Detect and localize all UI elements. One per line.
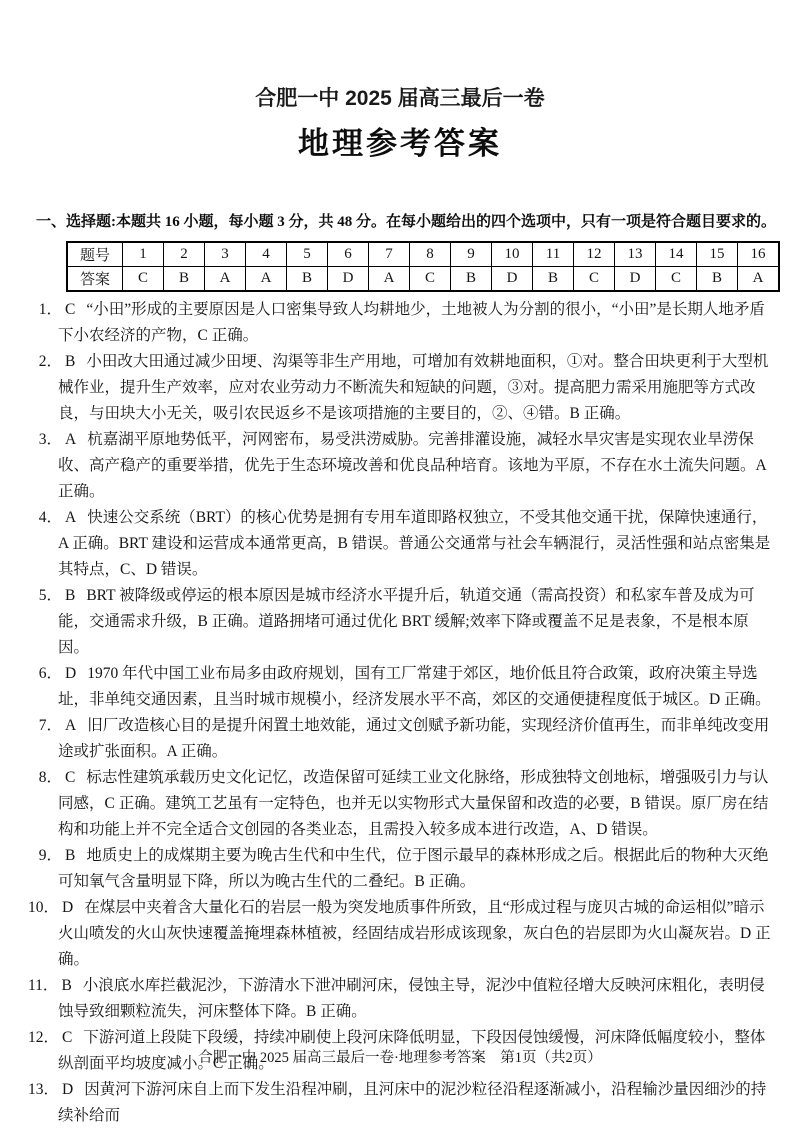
question-number-cell: 13 xyxy=(615,242,656,267)
answer-cell: C xyxy=(123,267,164,292)
answer-row xyxy=(67,267,779,292)
explanation-number: 5． xyxy=(38,587,62,604)
explanation-item xyxy=(38,713,772,765)
answer-cell: B xyxy=(164,267,205,292)
explanation-number: 13． xyxy=(28,1081,60,1098)
explanation-number: 11． xyxy=(28,977,59,994)
question-number-cell: 5 xyxy=(287,242,328,267)
explanation-item xyxy=(38,427,772,505)
answer-cell: C xyxy=(574,267,615,292)
explanation-text: 旧厂改造核心目的是提升闲置土地效能，通过文创赋予新功能，实现经济价值再生，而非单纯改变用途或扩张面积。A 正确。 xyxy=(58,717,770,760)
explanation-item xyxy=(38,297,772,349)
answer-table xyxy=(66,241,780,292)
question-number-row xyxy=(67,242,779,267)
question-number-cell: 10 xyxy=(492,242,533,267)
explanation-answer-letter: B xyxy=(65,587,76,604)
explanation-text: 1970 年代中国工业布局多由政府规划，国有工厂常建于郊区，地价低且符合政策，政府决策主导选址，非单纯交通因素，且当时城市规模小，经济发展水平不高，郊区的交通便捷程度低于城区。D 正确。 xyxy=(58,665,771,708)
explanation-item xyxy=(28,973,772,1025)
answer-cell: A xyxy=(205,267,246,292)
answer-row-header: 答案 xyxy=(67,267,123,292)
question-number-cell: 6 xyxy=(328,242,369,267)
answer-cell: C xyxy=(410,267,451,292)
explanation-answer-letter: D xyxy=(62,1081,74,1098)
explanation-list xyxy=(28,297,772,1129)
explanation-answer-letter: B xyxy=(65,353,76,370)
question-number-cell: 8 xyxy=(410,242,451,267)
section-heading-multiple-choice: 一、选择题:本题共 16 小题，每小题 3 分，共 48 分。在每小题给出的四个选项中，只有一项是符合题目要求的。 xyxy=(36,214,776,230)
page-footer: 合肥一中 2025 届高三最后一卷·地理参考答案 第1页（共2页） xyxy=(198,1050,602,1066)
explanation-number: 10． xyxy=(28,899,60,916)
explanation-number: 9． xyxy=(38,847,62,864)
explanation-answer-letter: D xyxy=(65,665,77,682)
explanation-text: 下游河道上段陡下段缓，持续冲刷使上段河床降低明显，下段因侵蚀缓慢，河床降低幅度较小，整体纵剖面平均坡度减小。C 正确。 xyxy=(58,1029,766,1072)
document-subtitle: 地理参考答案 xyxy=(298,126,502,161)
answer-cell: C xyxy=(656,267,697,292)
explanation-answer-letter: A xyxy=(65,431,77,448)
question-number-cell: 12 xyxy=(574,242,615,267)
explanation-text: 小田改大田通过减少田埂、沟渠等非生产用地，可增加有效耕地面积，①对。整合田块更利于大型机械作业，提升生产效率，应对农业劳动力不断流失和短缺的问题，③对。提高肥力需采用施肥等方式改良，与田块大小无关，吸引农民返乡不是该项措施的主要目的，②、④错。B 正确。 xyxy=(58,353,769,422)
explanation-text: 因黄河下游河床自上而下发生沿程冲刷，且河床中的泥沙粒径沿程逐渐减小，沿程输沙量因细沙的持续补给而 xyxy=(58,1081,767,1124)
answer-cell: D xyxy=(328,267,369,292)
question-number-cell: 15 xyxy=(697,242,738,267)
document-title: 合肥一中 2025 届高三最后一卷 xyxy=(255,87,545,110)
answer-cell: B xyxy=(697,267,738,292)
explanation-answer-letter: A xyxy=(65,509,77,526)
explanation-text: 杭嘉湖平原地势低平，河网密布，易受洪涝威胁。完善排灌设施，减轻水旱灾害是实现农业旱涝保收、高产稳产的重要举措，优先于生态环境改善和优良品种培育。该地为平原，不存在水土流失问题。A 正确。 xyxy=(58,431,766,500)
question-number-cell: 1 xyxy=(123,242,164,267)
answer-cell: B xyxy=(287,267,328,292)
answer-cell: B xyxy=(451,267,492,292)
explanation-text: 小浪底水库拦截泥沙，下游清水下泄冲刷河床，侵蚀主导，泥沙中值粒径增大反映河床粗化，表明侵蚀导致细颗粒流失，河床整体下降。B 正确。 xyxy=(58,977,765,1020)
explanation-number: 4． xyxy=(38,509,62,526)
explanation-number: 6． xyxy=(38,665,62,682)
explanation-answer-letter: B xyxy=(65,847,76,864)
explanation-text: 地质史上的成煤期主要为晚古生代和中生代，位于图示最早的森林形成之后。根据此后的物种大灭绝可知氧气含量明显下降，所以为晚古生代的二叠纪。B 正确。 xyxy=(58,847,769,890)
explanation-text: BRT 被降级或停运的根本原因是城市经济水平提升后，轨道交通（需高投资）和私家车普及成为可能，交通需求升级，B 正确。道路拥堵可通过优化 BRT 缓解;效率下降或覆盖不足是表象，不是根本原因。 xyxy=(58,587,755,656)
question-number-cell: 3 xyxy=(205,242,246,267)
explanation-answer-letter: C xyxy=(65,301,76,318)
question-number-cell: 16 xyxy=(738,242,780,267)
answer-cell: D xyxy=(615,267,656,292)
explanation-item xyxy=(38,661,772,713)
explanation-item xyxy=(28,895,772,973)
explanation-number: 7． xyxy=(38,717,62,734)
explanation-answer-letter: C xyxy=(65,769,76,786)
answer-cell: A xyxy=(246,267,287,292)
explanation-answer-letter: C xyxy=(62,1029,73,1046)
explanation-item xyxy=(28,1077,772,1129)
explanation-text: 标志性建筑承载历史文化记忆，改造保留可延续工业文化脉络，形成独特文创地标，增强吸引力与认同感，C 正确。建筑工艺虽有一定特色，也并无以实物形式大量保留和改造的必要，B 错误。原厂房在结构和功能上并不完全适合文创园的各类业态，且需投入较多成本进行改造，A、D 错误。 xyxy=(58,769,769,838)
question-number-cell: 9 xyxy=(451,242,492,267)
question-number-cell: 7 xyxy=(369,242,410,267)
explanation-item xyxy=(38,765,772,843)
explanation-item xyxy=(38,843,772,895)
explanation-number: 3． xyxy=(38,431,62,448)
answer-cell: B xyxy=(533,267,574,292)
explanation-text: 在煤层中夹着含大量化石的岩层一般为突发地质事件所致，且“形成过程与庞贝古城的命运相似”暗示火山喷发的火山灰快速覆盖掩埋森林植被，经固结成岩形成该现象，灰白色的岩层即为火山凝灰岩。D 正确。 xyxy=(58,899,771,968)
explanation-number: 1． xyxy=(38,301,62,318)
question-number-cell: 14 xyxy=(656,242,697,267)
explanation-text: 快速公交系统（BRT）的核心优势是拥有专用车道即路权独立，不受其他交通干扰，保障快速通行，A 正确。BRT 建设和运营成本通常更高，B 错误。普通公交通常与社会车辆混行，灵活性强和站点密集是其特点，C、D 错误。 xyxy=(58,509,771,578)
question-number-cell: 11 xyxy=(533,242,574,267)
answer-cell: A xyxy=(738,267,780,292)
explanation-item xyxy=(38,505,772,583)
explanation-item xyxy=(38,583,772,661)
question-number-cell: 4 xyxy=(246,242,287,267)
explanation-answer-letter: D xyxy=(62,899,74,916)
explanation-number: 8． xyxy=(38,769,62,786)
explanation-answer-letter: A xyxy=(65,717,77,734)
explanation-number: 12． xyxy=(28,1029,60,1046)
explanation-number: 2． xyxy=(38,353,62,370)
explanation-text: “小田”形成的主要原因是人口密集导致人均耕地少，土地被人为分割的很小，“小田”是长期人地矛盾下小农经济的产物，C 正确。 xyxy=(58,301,765,344)
question-number-row-header: 题号 xyxy=(67,242,123,267)
answer-cell: D xyxy=(492,267,533,292)
explanation-answer-letter: B xyxy=(61,977,72,994)
question-number-cell: 2 xyxy=(164,242,205,267)
explanation-item xyxy=(38,349,772,427)
answer-cell: A xyxy=(369,267,410,292)
